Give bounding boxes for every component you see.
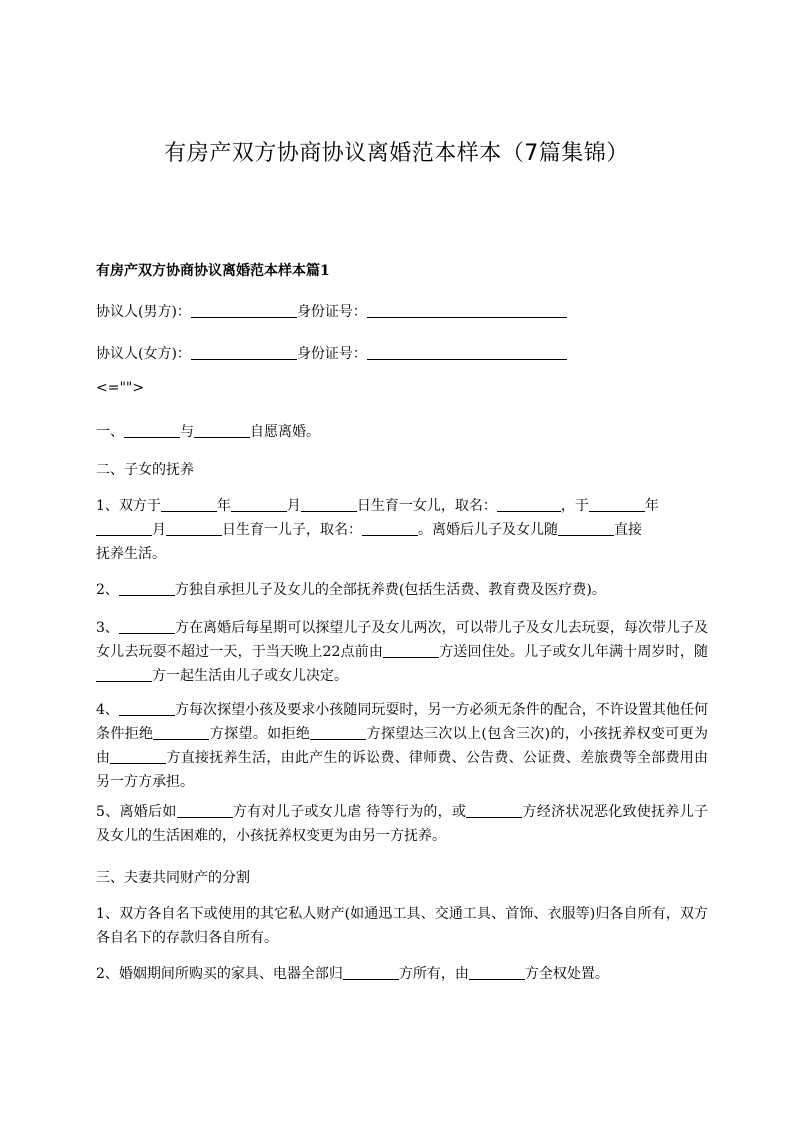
party-female-label: 协议人(女方)： xyxy=(96,346,191,362)
blank xyxy=(194,421,250,438)
clause-text: 一、 xyxy=(96,424,124,440)
party-male-line xyxy=(96,300,706,324)
blank xyxy=(466,801,522,818)
blank xyxy=(191,343,297,360)
clause-1 xyxy=(96,420,706,444)
blank xyxy=(124,421,180,438)
blank xyxy=(161,495,217,512)
blank xyxy=(343,963,399,980)
para-text: 方全权处置。 xyxy=(524,966,609,982)
blank xyxy=(497,495,561,512)
paragraph-1 xyxy=(96,494,708,566)
blank xyxy=(110,747,166,764)
paragraph-3 xyxy=(96,616,708,688)
para-text: 方直接抚养生活，由此产生的诉讼费、律师费、公告费、公证费、差旅费等全部费用由另一方方承担。 xyxy=(96,750,709,790)
party-female-line xyxy=(96,342,706,366)
para-text: 直接 xyxy=(614,522,642,538)
clause-text: 与 xyxy=(180,424,194,440)
blank xyxy=(367,343,567,360)
id-label: 身份证号： xyxy=(296,304,367,320)
document-title: 有房产双方协商协议离婚范本样本（7篇集锦） xyxy=(164,141,629,166)
para-text: 月 xyxy=(152,522,166,538)
blank xyxy=(367,301,567,318)
blank xyxy=(119,699,175,716)
blank xyxy=(177,801,233,818)
para-text: 1、双方于 xyxy=(96,498,161,514)
para-text: 年 xyxy=(216,498,231,514)
para-text: 方在离婚后每星期可以探望儿子及女儿两次，可以带儿子及女儿去玩耍，每次带儿子及女儿去玩耍不超过一天，于当天晚上22点前由 xyxy=(96,620,708,660)
blank xyxy=(191,301,297,318)
blank xyxy=(119,579,175,596)
tag-line: <=""> xyxy=(96,380,145,396)
blank xyxy=(362,519,418,536)
paragraph-5 xyxy=(96,800,708,848)
para-text: 4、 xyxy=(96,702,119,718)
property-paragraph-2 xyxy=(96,962,706,986)
blank xyxy=(231,495,287,512)
para-text: 日生育一女儿，取名： xyxy=(356,498,497,514)
para-text: 方有对儿子或女儿虐 待等行为的，或 xyxy=(232,804,467,820)
para-text: 2、婚姻期间所购买的家具、电器全部归 xyxy=(96,966,343,982)
party-male-label: 协议人(男方)： xyxy=(96,304,191,320)
para-text: 方独自承担儿子及女儿的全部抚养费(包括生活费、教育费及医疗费)。 xyxy=(174,582,606,598)
heading-property: 三、夫妻共同财产的分割 xyxy=(96,870,250,886)
heading-children: 二、子女的抚养 xyxy=(96,462,194,478)
section-title: 有房产双方协商协议离婚范本样本篇1 xyxy=(96,263,330,279)
para-text: 方每次探望小孩及要求小孩随同玩耍时，另一方必须无条件的配合，不许设置其他任何条件拒绝 xyxy=(96,702,708,742)
paragraph-4 xyxy=(96,698,708,794)
blank xyxy=(469,963,525,980)
clause-text: 自愿离婚。 xyxy=(250,424,320,440)
para-text: 月 xyxy=(286,498,301,514)
para-text: 年 xyxy=(644,498,659,514)
para-text: 方送回住处。儿子或女儿年满十周岁时，随 xyxy=(438,644,708,660)
blank xyxy=(589,495,645,512)
para-text: 3、 xyxy=(96,620,119,636)
blank xyxy=(558,519,614,536)
para-text: 方经济状况恶化致使抚养儿子及女儿的生活困难的，小孩抚养权变更为由另一方抚养。 xyxy=(96,804,708,844)
para-text: 方探望达三次以上(包含三次)的，小孩抚养权变可更为由 xyxy=(96,726,708,766)
property-paragraph-1: 1、双方各自名下或使用的其它私人财产(如通迅工具、交通工具、首饰、衣服等)归各自所有，双方各自名下的存款归各自所有。 xyxy=(96,906,708,946)
para-text: ，于 xyxy=(560,498,589,514)
para-text: 5、离婚后如 xyxy=(96,804,177,820)
blank xyxy=(301,495,357,512)
paragraph-2 xyxy=(96,578,706,602)
id-label: 身份证号： xyxy=(296,346,367,362)
para-text: 方探望。如拒绝 xyxy=(209,726,311,742)
para-text: 方所有，由 xyxy=(398,966,469,982)
blank xyxy=(383,641,439,658)
blank xyxy=(119,617,175,634)
para-text: 2、 xyxy=(96,582,119,598)
blank xyxy=(310,723,366,740)
para-text: 。离婚后儿子及女儿随 xyxy=(418,522,558,538)
para-text: 日生育一儿子，取名： xyxy=(222,522,362,538)
blank xyxy=(96,665,152,682)
blank xyxy=(166,519,222,536)
para-text: 方一起生活由儿子或女儿决定。 xyxy=(152,668,348,684)
blank xyxy=(96,519,152,536)
para-text: 抚养生活。 xyxy=(96,546,166,562)
blank xyxy=(153,723,209,740)
